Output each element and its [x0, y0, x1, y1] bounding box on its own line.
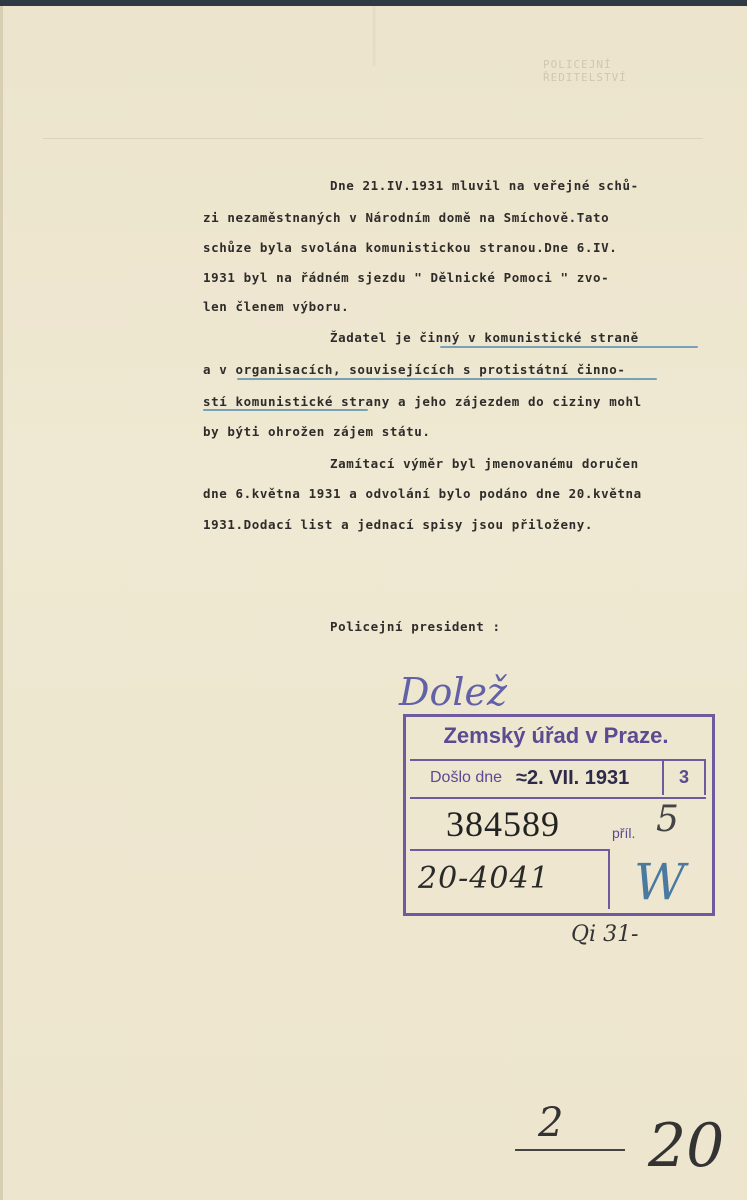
- reference-number: 20-4041: [418, 861, 550, 896]
- closing-title: Policejní president :: [330, 619, 501, 634]
- stamp-received-row: [410, 759, 706, 799]
- attachments-value: 5: [656, 799, 679, 840]
- body-line-6: Žadatel je činný v komunistické straně: [330, 330, 639, 345]
- handwritten-initials: W: [634, 853, 686, 911]
- body-line-5: len členem výboru.: [203, 299, 350, 314]
- received-label: Došlo dne: [430, 769, 503, 786]
- body-line-4: 1931 byl na řádném sjezdu " Dělnické Pomoci " zvo-: [203, 270, 610, 285]
- handwritten-signature: Dolež: [399, 670, 508, 714]
- pen-underline: [203, 409, 368, 411]
- faint-letterhead: POLICEJNÍ ŘEDITELSTVÍ: [543, 58, 627, 84]
- body-line-11: dne 6.května 1931 a odvolání bylo podáno dne 20.května: [203, 486, 642, 501]
- stamp-box-number: 3: [662, 759, 706, 795]
- document-page: [0, 6, 747, 1200]
- registry-stamp: [403, 714, 715, 916]
- reference-box: [410, 849, 610, 909]
- handwritten-rule: [515, 1149, 625, 1151]
- handwritten-bottom-left: 2: [538, 1100, 564, 1146]
- faint-rule: [43, 138, 703, 139]
- received-date: ≈2. VII. 1931: [516, 767, 630, 789]
- body-line-8: stí komunistické strany a jeho zájezdem do ciziny mohl: [203, 394, 642, 409]
- body-line-7: a v organisacích, souvisejících s protistátní činno-: [203, 362, 626, 377]
- body-line-1: Dne 21.IV.1931 mluvil na veřejné schů-: [330, 178, 639, 193]
- pen-underline: [237, 378, 657, 380]
- body-line-12: 1931.Dodací list a jednací spisy jsou přiloženy.: [203, 517, 594, 532]
- body-line-10: Zamítací výměr byl jmenovanému doručen: [330, 456, 639, 471]
- handwritten-bottom-right: 20: [648, 1111, 725, 1181]
- pen-underline: [440, 346, 698, 348]
- stamp-title: Zemský úřad v Praze.: [443, 723, 669, 748]
- body-line-2: zi nezaměstnaných v Národním domě na Smíchově.Tato: [203, 210, 610, 225]
- attachments-label: příl.: [612, 825, 636, 841]
- handwritten-note: Qi 31-: [571, 922, 639, 947]
- body-line-9: by býti ohrožen zájem státu.: [203, 424, 431, 439]
- registry-number: 384589: [446, 804, 560, 844]
- body-line-3: schůze byla svolána komunistickou stranou.Dne 6.IV.: [203, 240, 618, 255]
- paper-fold: [373, 6, 377, 66]
